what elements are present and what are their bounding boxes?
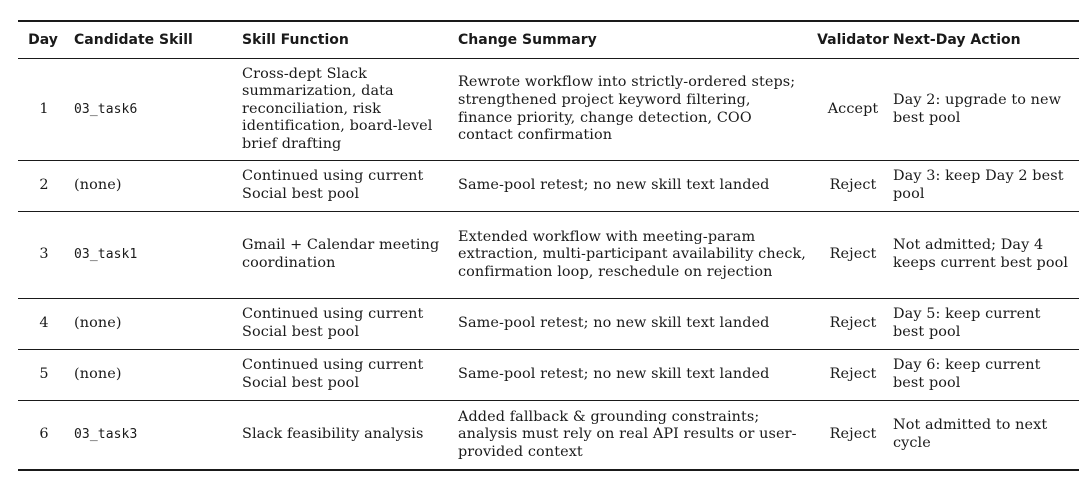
cell-candidate-skill: 03_task6 — [74, 101, 138, 117]
cell-change-summary: Added fallback & grounding constraints; analysis must rely on real API results or user-provided context — [458, 408, 797, 460]
skill-evolution-table-container — [18, 20, 1069, 471]
table-row — [18, 299, 1079, 350]
cell-change-summary: Same-pool retest; no new skill text landed — [458, 366, 770, 383]
table-row — [18, 59, 1079, 161]
header-candidate-skill: Candidate Skill — [74, 32, 193, 48]
header-skill-function: Skill Function — [242, 32, 349, 48]
skill-evolution-table — [18, 20, 1079, 471]
cell-candidate-skill: (none) — [74, 366, 122, 383]
table-body — [18, 59, 1079, 471]
table-row — [18, 401, 1079, 471]
cell-next-day-action: Day 3: keep Day 2 best pool — [893, 168, 1064, 202]
header-row — [18, 21, 1079, 59]
cell-validator: Reject — [829, 315, 877, 332]
header-validator: Validator — [817, 32, 889, 48]
cell-next-day-action: Day 5: keep current best pool — [893, 306, 1041, 340]
cell-next-day-action: Not admitted to next cycle — [893, 417, 1048, 451]
cell-change-summary: Extended workflow with meeting-param extraction, multi-participant availability check, confirmation loop, reschedule on rejection — [458, 228, 806, 280]
cell-next-day-action: Day 6: keep current best pool — [893, 357, 1041, 391]
cell-skill-function: Continued using current Social best pool — [242, 357, 424, 391]
cell-validator: Accept — [827, 100, 879, 117]
cell-validator: Reject — [829, 426, 877, 443]
cell-skill-function: Slack feasibility analysis — [242, 426, 424, 443]
table-row — [18, 350, 1079, 401]
cell-candidate-skill: (none) — [74, 177, 122, 194]
cell-skill-function: Cross-dept Slack summarization, data reconciliation, risk identification, board-level brief drafting — [242, 65, 433, 152]
header-next-day-action: Next-Day Action — [893, 32, 1021, 48]
table-header — [18, 21, 1079, 59]
cell-next-day-action: Not admitted; Day 4 keeps current best pool — [893, 237, 1069, 271]
cell-day: 1 — [39, 100, 49, 117]
cell-validator: Reject — [829, 177, 877, 194]
cell-skill-function: Continued using current Social best pool — [242, 306, 424, 340]
table-row — [18, 161, 1079, 212]
cell-day: 5 — [39, 366, 49, 383]
cell-skill-function: Continued using current Social best pool — [242, 168, 424, 202]
cell-change-summary: Same-pool retest; no new skill text landed — [458, 177, 770, 194]
header-change-summary: Change Summary — [458, 32, 597, 48]
table-row — [18, 212, 1079, 299]
cell-validator: Reject — [829, 366, 877, 383]
cell-day: 4 — [39, 315, 49, 332]
cell-change-summary: Rewrote workflow into strictly-ordered steps; strengthened project keyword filtering, finance priority, change detection, COO contact confirmation — [458, 74, 796, 144]
cell-day: 3 — [39, 246, 49, 263]
cell-validator: Reject — [829, 246, 877, 263]
cell-day: 2 — [39, 177, 49, 194]
header-day: Day — [28, 32, 58, 48]
cell-candidate-skill: 03_task3 — [74, 427, 138, 443]
cell-next-day-action: Day 2: upgrade to new best pool — [893, 91, 1062, 126]
cell-change-summary: Same-pool retest; no new skill text landed — [458, 315, 770, 332]
cell-day: 6 — [39, 426, 49, 443]
cell-candidate-skill: (none) — [74, 315, 122, 332]
cell-candidate-skill: 03_task1 — [74, 247, 138, 263]
cell-skill-function: Gmail + Calendar meeting coordination — [242, 237, 440, 271]
